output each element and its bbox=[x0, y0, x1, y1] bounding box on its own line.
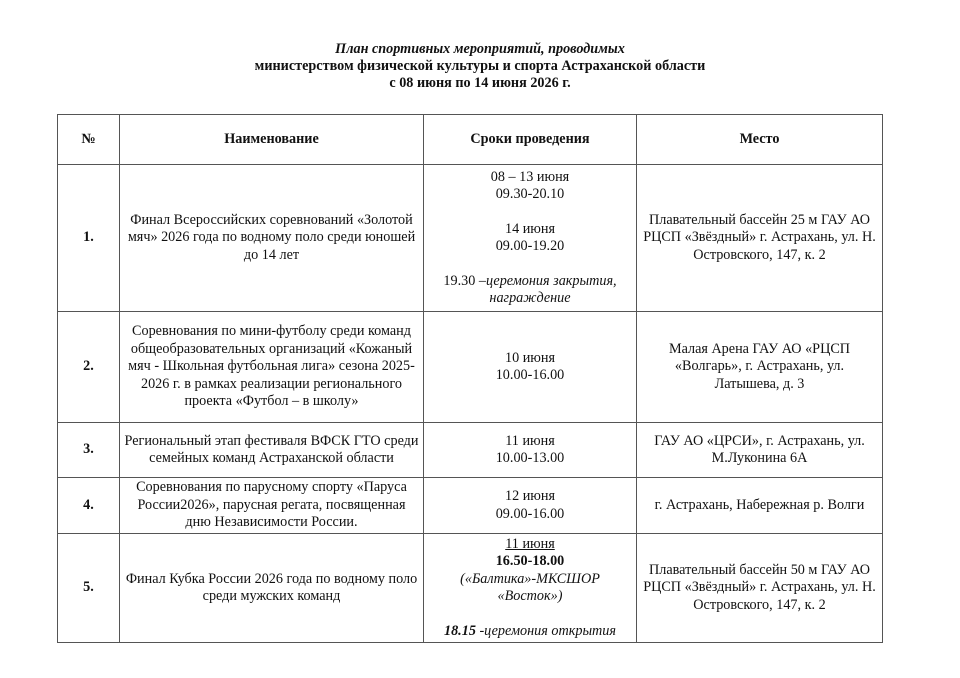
table-row bbox=[58, 165, 883, 312]
date-single: 11 июня bbox=[505, 432, 555, 449]
event-name: Соревнования по парусному спорту «Паруса России2026», парусная регата, посвященная дню Независимости России. bbox=[120, 478, 424, 534]
event-place: Малая Арена ГАУ АО «РЦСП «Волгарь», г. Астрахань, ул. Латышева, д. 3 bbox=[637, 312, 883, 423]
match-teams: («Балтика»-МКСШОР «Восток») bbox=[460, 570, 600, 605]
event-place: Плавательный бассейн 25 м ГАУ АО РЦСП «Звёздный» г. Астрахань, ул. Н. Островского, 147, к. 2 bbox=[637, 165, 883, 312]
table-row bbox=[58, 423, 883, 478]
table-row bbox=[58, 534, 883, 643]
table-header-row bbox=[58, 115, 883, 165]
ceremony-text: церемония закрытия, награждение bbox=[485, 272, 617, 306]
time-range: 10.00-16.00 bbox=[495, 367, 565, 383]
ceremony-time: 18.15 bbox=[443, 622, 476, 639]
event-name: Региональный этап фестиваля ВФСК ГТО среди семейных команд Астраханской области bbox=[120, 423, 424, 478]
header-num: № bbox=[58, 115, 120, 165]
time-range: 09.00-19.20 bbox=[495, 238, 565, 254]
event-dates bbox=[424, 534, 637, 643]
date-single: 12 июня bbox=[504, 488, 556, 504]
title-line-1: План спортивных мероприятий, проводимых bbox=[335, 41, 625, 57]
event-name: Соревнования по мини-футболу среди команд общеобразовательных организаций «Кожаный мяч - Школьная футбольная лига» сезона 2025-2026 г. в рамках реализации регионального проекта «Футбол – в школу» bbox=[120, 312, 424, 423]
header-dates: Сроки проведения bbox=[424, 115, 637, 165]
row-number: 1. bbox=[58, 165, 120, 312]
row-number: 3. bbox=[58, 423, 120, 478]
event-name: Финал Всероссийских соревнований «Золотой мяч» 2026 года по водному поло среди юношей до 14 лет bbox=[120, 165, 424, 312]
table-row bbox=[58, 312, 883, 423]
event-place: г. Астрахань, Набережная р. Волги bbox=[637, 478, 883, 534]
ceremony-time: 19.30 – bbox=[443, 272, 486, 289]
title-line-2: министерством физической культуры и спорта Астраханской области bbox=[254, 58, 706, 74]
ceremony-text: -церемония открытия bbox=[479, 622, 616, 639]
time-range: 09.30-20.10 bbox=[495, 186, 565, 202]
date-range: 08 – 13 июня bbox=[490, 168, 570, 185]
row-number: 5. bbox=[58, 534, 120, 643]
document-title bbox=[0, 41, 960, 92]
time-range: 09.00-16.00 bbox=[495, 505, 565, 522]
events-table bbox=[57, 114, 883, 643]
time-range: 10.00-13.00 bbox=[495, 450, 565, 466]
event-name: Финал Кубка России 2026 года по водному поло среди мужских команд bbox=[120, 534, 424, 643]
date-single: 10 июня bbox=[504, 349, 556, 366]
header-name: Наименование bbox=[120, 115, 424, 165]
title-line-3: с 08 июня по 14 июня 2026 г. bbox=[389, 75, 571, 91]
table-row bbox=[58, 478, 883, 534]
event-dates bbox=[424, 423, 637, 478]
event-place: ГАУ АО «ЦРСИ», г. Астрахань, ул. М.Луконина 6А bbox=[637, 423, 883, 478]
event-dates bbox=[424, 478, 637, 534]
event-dates bbox=[424, 312, 637, 423]
date-single: 14 июня bbox=[504, 220, 556, 237]
row-number: 4. bbox=[58, 478, 120, 534]
date-single: 11 июня bbox=[505, 535, 555, 552]
event-dates bbox=[424, 165, 637, 312]
event-place: Плавательный бассейн 50 м ГАУ АО РЦСП «Звёздный» г. Астрахань, ул. Н. Островского, 147, к. 2 bbox=[637, 534, 883, 643]
time-range: 16.50-18.00 bbox=[495, 553, 565, 570]
header-place: Место bbox=[637, 115, 883, 165]
row-number: 2. bbox=[58, 312, 120, 423]
